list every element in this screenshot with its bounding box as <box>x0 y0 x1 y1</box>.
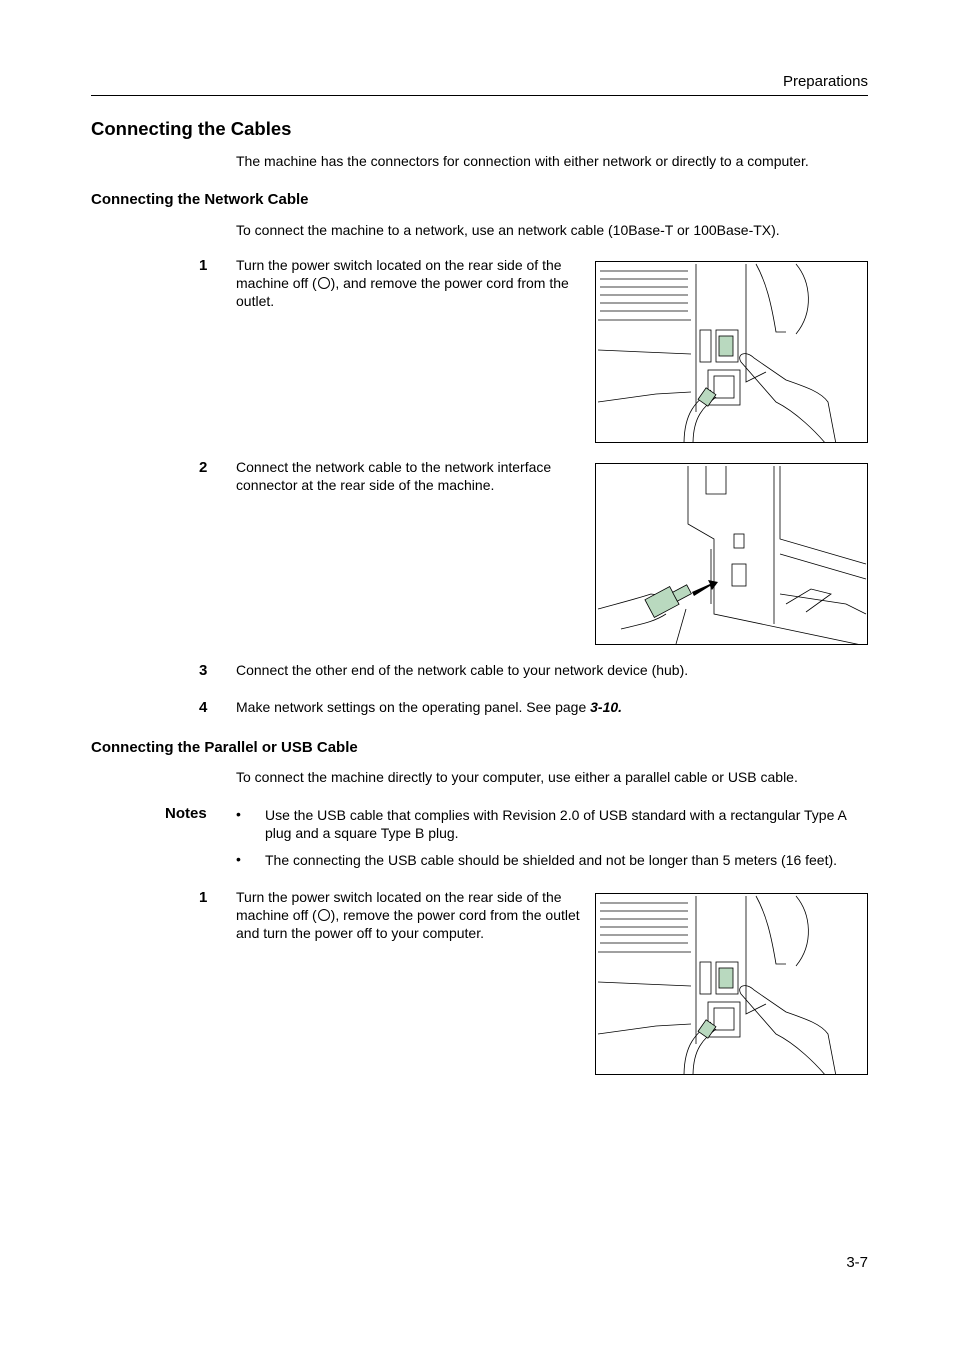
step-text-part: ), remove the power cord from the outlet and turn the power off to your computer. <box>236 907 580 941</box>
power-off-symbol-icon <box>318 909 330 921</box>
power-switch-illustration <box>595 261 868 443</box>
step-number: 2 <box>199 459 208 476</box>
running-header: Preparations <box>782 73 868 90</box>
step-text: Connect the other end of the network cable to your network device (hub). <box>236 662 689 678</box>
step-text <box>236 888 586 942</box>
step-text <box>236 256 586 310</box>
step-text-part: Make network settings on the operating panel. See page <box>236 699 591 715</box>
header-rule <box>91 95 868 96</box>
step-text-part: ), and remove the power cord from the outlet. <box>236 275 569 309</box>
page-title: Connecting the Cables <box>91 118 292 139</box>
step-number: 4 <box>199 699 208 716</box>
notes-label: Notes <box>165 805 207 822</box>
bullet-icon: • <box>236 851 241 867</box>
page-number: 3-7 <box>846 1254 868 1271</box>
network-cable-illustration <box>595 463 868 645</box>
intro-text: The machine has the connectors for connection with either network or directly to a computer. <box>236 153 809 169</box>
step-number: 1 <box>199 889 208 906</box>
note-item: The connecting the USB cable should be shielded and not be longer than 5 meters (16 feet). <box>265 852 838 868</box>
power-switch-illustration <box>595 893 868 1075</box>
step-number: 1 <box>199 257 208 274</box>
network-intro: To connect the machine to a network, use an network cable (10Base-T or 100Base-TX). <box>236 222 780 238</box>
step-text-part: Turn the power switch located on the rear side of the machine off ( <box>236 889 562 923</box>
parallel-intro: To connect the machine directly to your computer, use either a parallel cable or USB cable. <box>236 769 798 785</box>
step-text-part: Turn the power switch located on the rear side of the machine off ( <box>236 257 562 291</box>
step-text <box>236 698 856 716</box>
bullet-icon: • <box>236 806 241 822</box>
step-number: 3 <box>199 662 208 679</box>
page-reference-link[interactable]: 3-10. <box>590 699 623 715</box>
network-heading: Connecting the Network Cable <box>91 191 309 208</box>
parallel-heading: Connecting the Parallel or USB Cable <box>91 739 358 756</box>
power-off-symbol-icon <box>318 277 330 289</box>
note-item: Use the USB cable that complies with Revision 2.0 of USB standard with a rectangular Type A plug and a square Type B plug. <box>265 807 847 841</box>
step-text: Connect the network cable to the network interface connector at the rear side of the machine. <box>236 459 552 493</box>
